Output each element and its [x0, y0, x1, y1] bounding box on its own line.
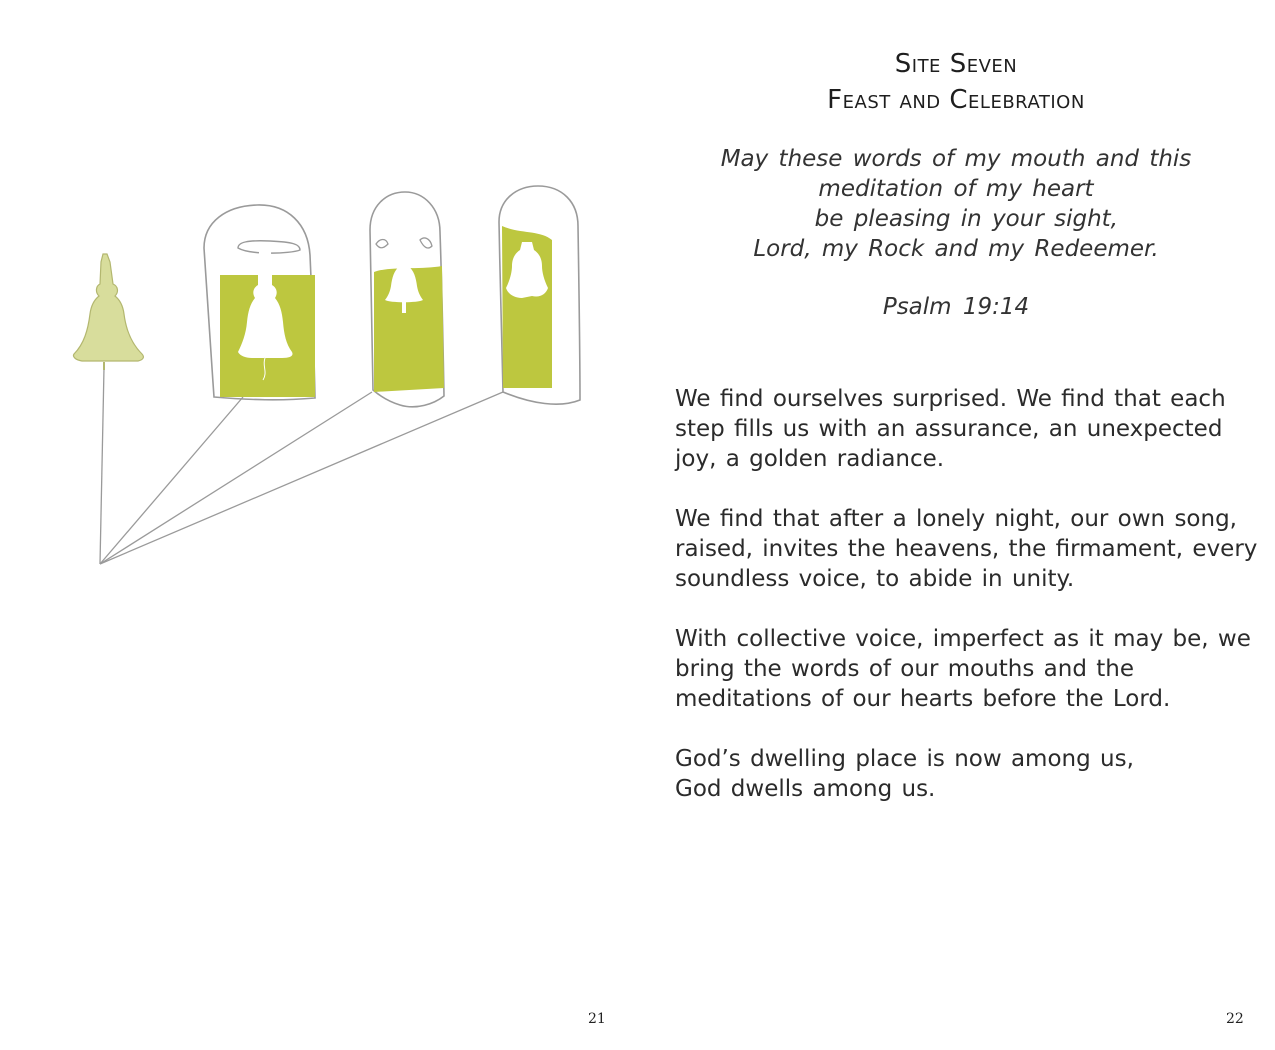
epigraph-citation: Psalm 19:14 [882, 294, 1030, 320]
epigraph-line-4: Lord, my Rock and my Redeemer. [753, 236, 1159, 262]
section-title [637, 46, 1275, 118]
paragraph-2 [675, 504, 1258, 594]
paragraph-line: meditations of our hearts before the Lord. [675, 686, 1171, 712]
paragraph-line: God dwells among us. [675, 776, 936, 802]
right-page [637, 0, 1275, 1050]
page-number-right: 22 [1226, 1011, 1244, 1027]
paragraph-4 [675, 744, 1235, 804]
paragraph-3 [675, 624, 1251, 714]
page-number-left: 21 [588, 1011, 606, 1027]
body-text [675, 384, 1258, 834]
title-line-1: Site Seven [894, 49, 1018, 79]
paragraph-line: step fills us with an assurance, an unexpected [675, 416, 1223, 442]
bell-icon [73, 254, 143, 370]
bell-arch-2 [370, 192, 444, 407]
epigraph-line-1: May these words of my mouth and this [720, 146, 1192, 172]
epigraph-line-2: meditation of my heart [818, 176, 1094, 202]
paragraph-line: joy, a golden radiance. [675, 446, 945, 472]
bell-arch-3 [499, 186, 580, 404]
paragraph-line: We find that after a lonely night, our own song, [675, 506, 1237, 532]
paragraph-line: soundless voice, to abide in unity. [675, 566, 1075, 592]
paragraph-line: God’s dwelling place is now among us, [675, 746, 1134, 772]
epigraph-line-3: be pleasing in your sight, [794, 206, 1118, 232]
paragraph-1 [675, 384, 1235, 474]
paragraph-line: We find ourselves surprised. We find that each [675, 386, 1226, 412]
left-page [0, 0, 637, 1050]
title-line-2: Feast and Celebration [827, 85, 1085, 115]
paragraph-line: bring the words of our mouths and the [675, 656, 1134, 682]
bells-illustration [0, 0, 637, 620]
paragraph-line: raised, invites the heavens, the firmament, every [675, 536, 1258, 562]
epigraph [637, 144, 1275, 264]
bell-arch-1 [204, 205, 315, 400]
paragraph-line: With collective voice, imperfect as it may be, we [675, 626, 1251, 652]
